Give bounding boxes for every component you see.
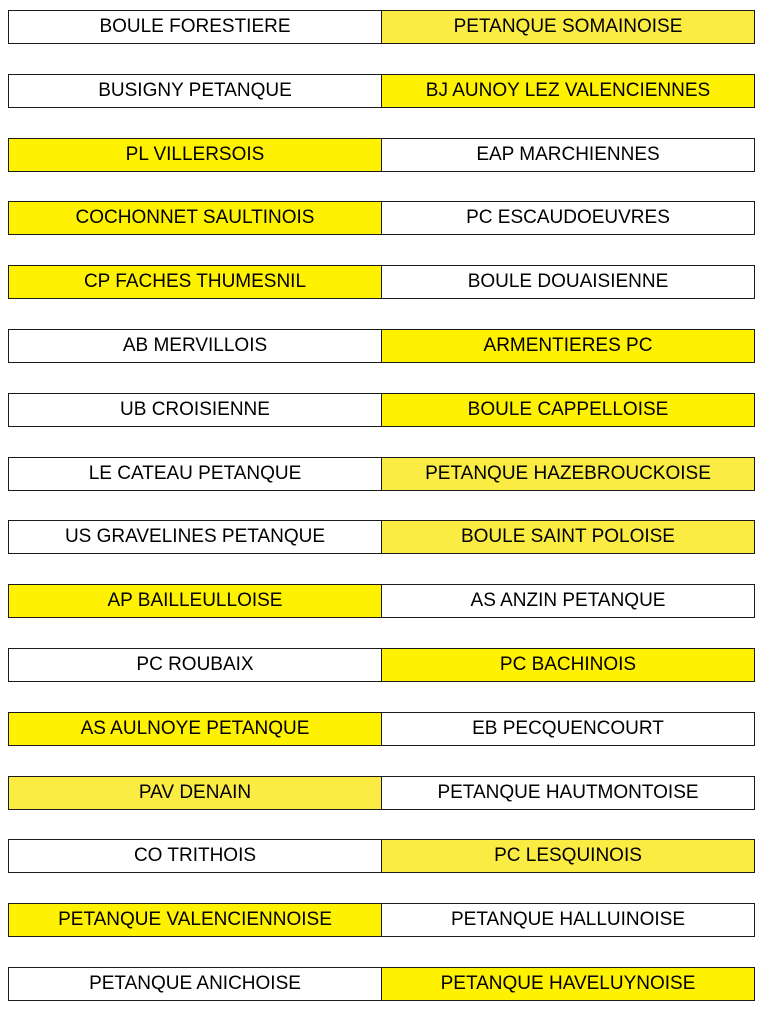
- match-row: [8, 457, 756, 491]
- match-row: [8, 839, 756, 873]
- home-team-cell: COCHONNET SAULTINOIS: [8, 201, 382, 235]
- home-team-cell: AS AULNOYE PETANQUE: [8, 712, 382, 746]
- away-team-cell: BJ AUNOY LEZ VALENCIENNES: [381, 74, 755, 108]
- match-row: [8, 712, 756, 746]
- home-team-cell: UB CROISIENNE: [8, 393, 382, 427]
- away-team-cell: PETANQUE HALLUINOISE: [381, 903, 755, 937]
- away-team-cell: PETANQUE SOMAINOISE: [381, 10, 755, 44]
- home-team-cell: AB MERVILLOIS: [8, 329, 382, 363]
- home-team-cell: PETANQUE VALENCIENNOISE: [8, 903, 382, 937]
- match-row: [8, 776, 756, 810]
- away-team-cell: PC ESCAUDOEUVRES: [381, 201, 755, 235]
- away-team-cell: EB PECQUENCOURT: [381, 712, 755, 746]
- away-team-cell: BOULE SAINT POLOISE: [381, 520, 755, 554]
- away-team-cell: PETANQUE HAUTMONTOISE: [381, 776, 755, 810]
- match-row: [8, 201, 756, 235]
- home-team-cell: CO TRITHOIS: [8, 839, 382, 873]
- away-team-cell: PC LESQUINOIS: [381, 839, 755, 873]
- match-row: [8, 138, 756, 172]
- away-team-cell: PC BACHINOIS: [381, 648, 755, 682]
- match-row: [8, 967, 756, 1001]
- home-team-cell: LE CATEAU PETANQUE: [8, 457, 382, 491]
- away-team-cell: ARMENTIERES PC: [381, 329, 755, 363]
- home-team-cell: PETANQUE ANICHOISE: [8, 967, 382, 1001]
- away-team-cell: PETANQUE HAVELUYNOISE: [381, 967, 755, 1001]
- match-row: [8, 520, 756, 554]
- home-team-cell: BOULE FORESTIERE: [8, 10, 382, 44]
- home-team-cell: PL VILLERSOIS: [8, 138, 382, 172]
- home-team-cell: US GRAVELINES PETANQUE: [8, 520, 382, 554]
- home-team-cell: PAV DENAIN: [8, 776, 382, 810]
- away-team-cell: AS ANZIN PETANQUE: [381, 584, 755, 618]
- match-row: [8, 584, 756, 618]
- home-team-cell: PC ROUBAIX: [8, 648, 382, 682]
- match-row: [8, 74, 756, 108]
- match-row: [8, 393, 756, 427]
- home-team-cell: CP FACHES THUMESNIL: [8, 265, 382, 299]
- match-row: [8, 329, 756, 363]
- match-row: [8, 648, 756, 682]
- home-team-cell: AP BAILLEULLOISE: [8, 584, 382, 618]
- away-team-cell: PETANQUE HAZEBROUCKOISE: [381, 457, 755, 491]
- match-row: [8, 265, 756, 299]
- away-team-cell: BOULE DOUAISIENNE: [381, 265, 755, 299]
- away-team-cell: EAP MARCHIENNES: [381, 138, 755, 172]
- match-row: [8, 903, 756, 937]
- home-team-cell: BUSIGNY PETANQUE: [8, 74, 382, 108]
- away-team-cell: BOULE CAPPELLOISE: [381, 393, 755, 427]
- match-list: [8, 10, 756, 1031]
- match-row: [8, 10, 756, 44]
